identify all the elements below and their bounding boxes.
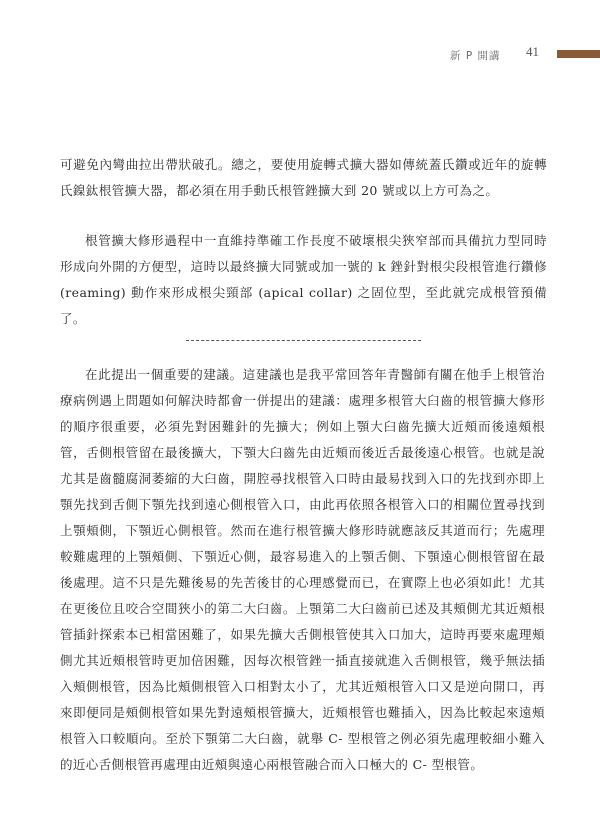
paragraph-root-canal-shaping: 根管擴大修形過程中一直維持準確工作長度不破壞根尖狹窄部而具備抗力型同時形成向外開的方便型，這時以最終擴大同號或加一號的 k 銼針對根尖段根管進行鑽修 (reaming) 動作來形成根尖頸部 (apical collar) 之固位型，至此就完成根管預備了。 [60, 233, 547, 326]
section-divider [186, 340, 421, 341]
page-number: 41 [526, 44, 539, 59]
header-accent-bar [557, 50, 600, 58]
running-header-title: 新 P 開講 [450, 50, 501, 62]
paragraph-continuation: 可避免內彎曲拉出帶狀破孔。總之，要使用旋轉式擴大器如傳統蓋氏鑽或近年的旋轉氏鎳鈦根管擴大器，都必須在用手動氏根管銼擴大到 20 號或以上方可為之。 [60, 157, 547, 198]
paragraph-recommendation: 在此提出一個重要的建議。這建議也是我平常回答年青醫師有關在他手上根管治療病例遇上問題如何解決時都會一併提出的建議：處理多根管大臼齒的根管擴大修形的順序很重要，必須先對困難針的先擴大；例如上顎大臼齒先擴大近頰而後遠頰根管，舌側根管留在最後擴大，下顎大臼齒先由近頰而後近舌最後遠心根管。也就是說尤其是齒髓腐洞萎縮的大臼齒，開腔尋找根管入口時由最易找到入口的先找到亦即上顎先找到舌側下顎先找到遠心側根管入口，由此再依照各根管入口的相關位置尋找到上顎頰側，下顎近心側根管。然而在進行根管擴大修形時就應該反其道而行；先處理較難處理的上顎頰側、下顎近心側，最容易進入的上顎舌側、下顎遠心側根管留在最後處理。這不只是先難後易的先苦後甘的心理感覺而已，在實際上也必須如此！尤其在更後位且咬合空間狹小的第二大臼齒。上顎第二大臼齒前已述及其頰側尤其近頰根管插針探索本已相當困難了，如果先擴大舌側根管使其入口加大，這時再要來處理頰側尤其近頰根管時更加倍困難，因每次根管銼一插直接就進入舌側根管，幾乎無法插入頰側根管，因為比頰側根管入口相對太小了，尤其近頰根管入口又是逆向開口，再來即便同是頰側根管如果先對遠頰根管擴大，近頰根管也難插入，因為比較起來遠頰根管入口較順向。至於下顎第二大臼齒，就舉 C- 型根管之例必須先處理較細小難入的近心舌側根管再處理由近頰與遠心兩根管融合而入口極大的 C- 型根管。 [60, 367, 545, 772]
